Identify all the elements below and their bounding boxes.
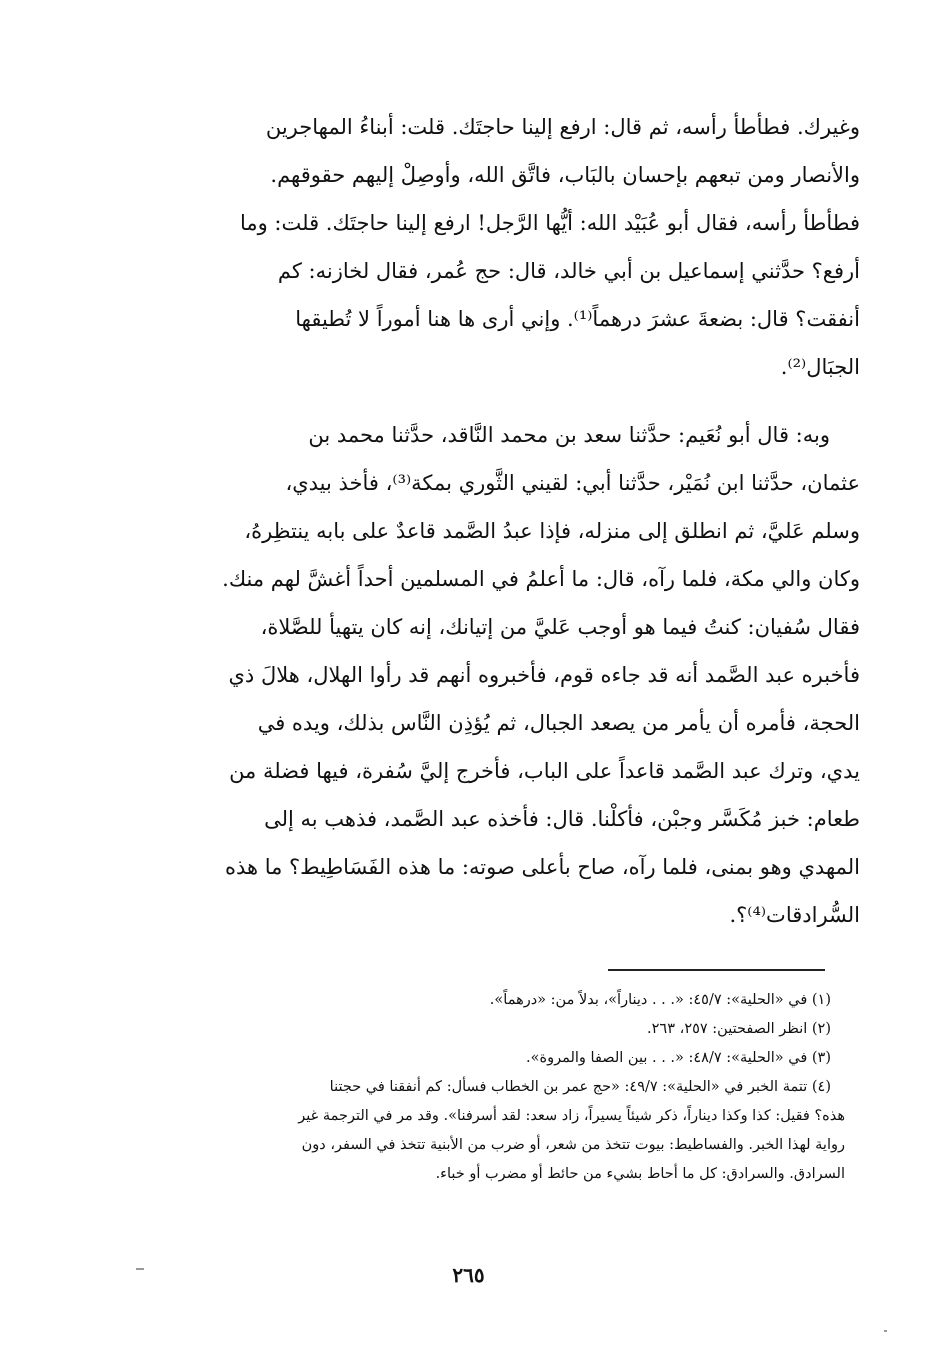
text-line: أرفع؟ حدَّثني إسماعيل بن أبي خالد، قال: حج عُمر، فقال لخازنه: كم	[277, 259, 860, 283]
paragraph-1	[80, 103, 860, 391]
footnote-4: (٤) تتمة الخبر في «الحلية»: ٤٩/٧: «حج عمر بن الخطاب فسأل: كم أنفقنا في حجتنا	[329, 1079, 831, 1095]
text-line: أنفقت؟ قال: بضعةَ عشرَ درهماً⁽¹⁾. وإني أرى ها هنا أموراً لا تُطيقها	[295, 307, 860, 331]
text-line: عثمان، حدَّثنا ابن نُمَيْر، حدَّثنا أبي: لقيني الثَّوري بمكة⁽³⁾، فأخذ بيدي،	[285, 471, 860, 495]
text-line: طعام: خبز مُكَسَّر وجبْن، فأكلْنا. قال: فأخذه عبد الصَّمد، فذهب به إلى	[264, 807, 860, 831]
footnote-4-continuation: السرادق. والسرادق: كل ما أحاط بشيء من حائط أو مضرب أو خباء.	[435, 1166, 845, 1182]
text-line: فأخبره عبد الصَّمد أنه قد جاءه قوم، فأخبروه أنهم قد رأوا الهلال، هلالَ ذي	[228, 663, 860, 687]
footnotes	[100, 986, 845, 1189]
footnote-3: (٣) في «الحلية»: ٤٨/٧: «. . . بين الصفا والمروة».	[526, 1050, 831, 1066]
text-line: وبه: قال أبو نُعَيم: حدَّثنا سعد بن محمد النَّاقد، حدَّثنا محمد بن	[308, 423, 830, 447]
text-line: يدي، وترك عبد الصَّمد قاعداً على الباب، فأخرج إليَّ سُفرة، فيها فضلة من	[229, 759, 860, 783]
footnote-4-continuation: رواية لهذا الخبر. والفساطيط: بيوت تتخذ من شعر، أو ضرب من الأبنية تتخذ في السفر، دون	[301, 1137, 845, 1153]
paragraph-2	[80, 411, 860, 939]
footnote-2: (٢) انظر الصفحتين: ٢٥٧، ٢٦٣.	[647, 1021, 831, 1037]
text-line: الحجة، فأمره أن يأمر من يصعد الجبال، ثم يُؤذِن النَّاس بذلك، ويده في	[257, 711, 860, 735]
text-line: المهدي وهو بمنى، فلما رآه، صاح بأعلى صوته: ما هذه الفَسَاطِيط؟ ما هذه	[224, 855, 860, 879]
scan-speck	[884, 1330, 887, 1332]
page-number: ٢٦٥	[452, 1263, 485, 1287]
footnote-separator	[608, 969, 825, 971]
text-line: فقال سُفيان: كنتُ فيما هو أوجب عَليَّ من إتيانك، إنه كان يتهيأ للصَّلاة،	[260, 615, 860, 639]
text-line: فطأطأ رأسه، فقال أبو عُبَيْد الله: أيُّها الرَّجل! ارفع إلينا حاجتَك. قلت: وما	[239, 211, 860, 235]
text-line: الجبَال⁽²⁾.	[780, 355, 860, 379]
footnote-1: (١) في «الحلية»: ٤٥/٧: «. . . ديناراً»، بدلاً من: «درهماً».	[489, 992, 831, 1008]
text-line: وغيرك. فطأطأ رأسه، ثم قال: ارفع إلينا حاجتَك. قلت: أبناءُ المهاجرين	[265, 115, 860, 139]
text-line: وكان والي مكة، فلما رآه، قال: ما أعلمُ في المسلمين أحداً أغشَّ لهم منك.	[222, 567, 860, 591]
footnote-4-continuation: هذه؟ فقيل: كذا وكذا ديناراً، ذكر شيئاً يسيراً، زاد سعد: لقد أسرفنا». وقد مر في الترجمة غير	[298, 1108, 845, 1124]
text-line: السُّرادقات⁽⁴⁾؟.	[729, 903, 860, 927]
text-line: والأنصار ومن تبعهم بإحسان بالبَاب، فاتَّق الله، وأوصِلْ إليهم حقوقهم.	[270, 163, 860, 187]
scan-speck	[136, 1268, 144, 1270]
text-line: وسلم عَليَّ، ثم انطلق إلى منزله، فإذا عبدُ الصَّمد قاعدٌ على بابه ينتظِرهُ،	[244, 519, 860, 543]
